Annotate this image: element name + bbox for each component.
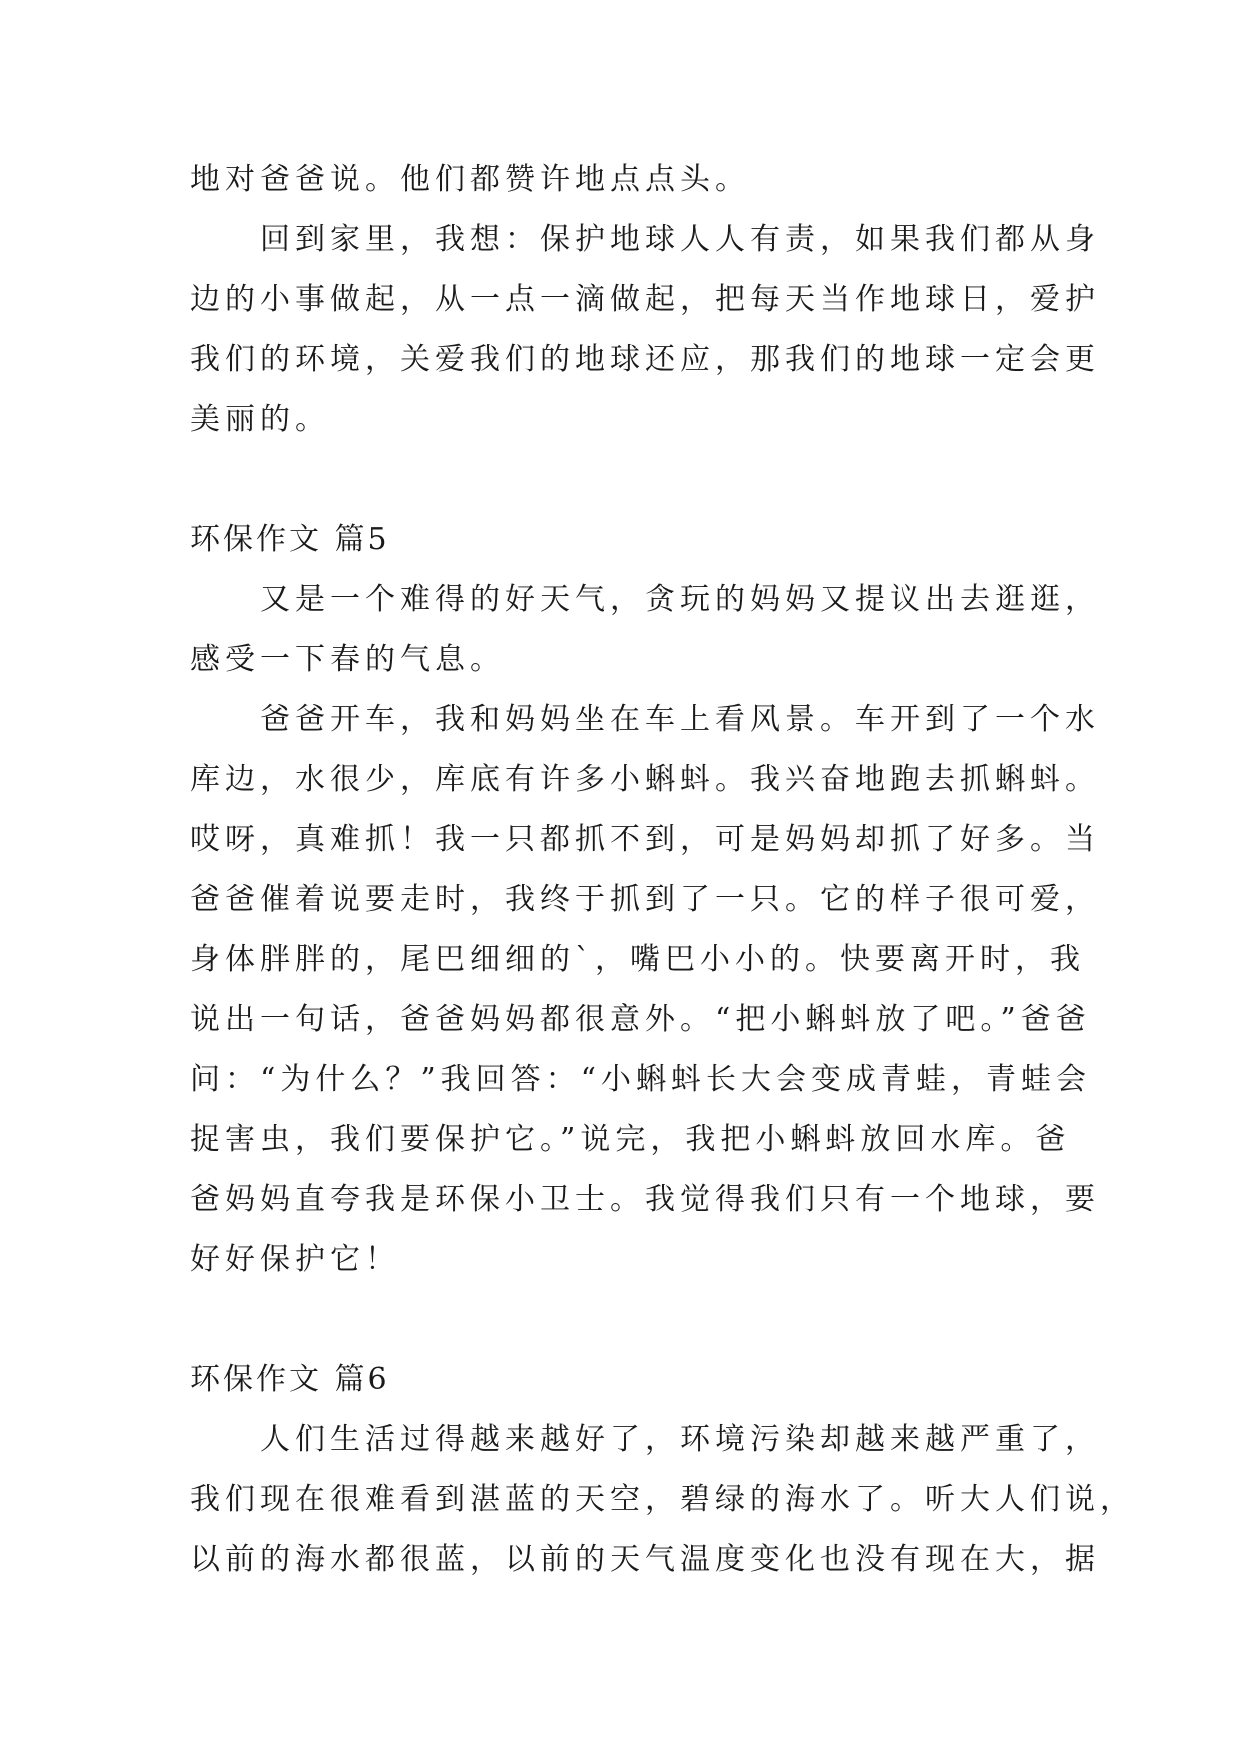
text-line: 好好保护它！ (190, 1242, 400, 1277)
text-line: 又是一个难得的好天气，贪玩的妈妈又提议出去逛逛， (260, 582, 1100, 617)
essay-6-heading: 环保作文 篇6 (190, 1362, 390, 1397)
text-line: 美丽的。 (190, 402, 330, 437)
text-line: 爸爸开车，我和妈妈坐在车上看风景。车开到了一个水 (260, 702, 1100, 737)
text-line: 问：“为什么？”我回答：“小蝌蚪长大会变成青蛙，青蛙会 (190, 1062, 1092, 1097)
section-gap (190, 1290, 1070, 1350)
text-line: 身体胖胖的，尾巴细细的`，嘴巴小小的。快要离开时，我 (190, 942, 1085, 977)
text-line: 我们现在很难看到湛蓝的天空，碧绿的海水了。听大人们说， (190, 1482, 1135, 1517)
text-line: 爸妈妈直夸我是环保小卫士。我觉得我们只有一个地球，要 (190, 1182, 1100, 1217)
document-page (190, 150, 1135, 1590)
text-line: 边的小事做起，从一点一滴做起，把每天当作地球日，爱护 (190, 282, 1100, 317)
text-line: 库边，水很少，库底有许多小蝌蚪。我兴奋地跑去抓蝌蚪。 (190, 762, 1100, 797)
text-line: 捉害虫，我们要保护它。”说完，我把小蝌蚪放回水库。爸 (190, 1122, 1071, 1157)
text-line: 爸爸催着说要走时，我终于抓到了一只。它的样子很可爱， (190, 882, 1100, 917)
text-line: 我们的环境，关爱我们的地球还应，那我们的地球一定会更 (190, 342, 1100, 377)
essay-5-heading: 环保作文 篇5 (190, 522, 390, 557)
text-line: 感受一下春的气息。 (190, 642, 505, 677)
text-line: 以前的海水都很蓝，以前的天气温度变化也没有现在大，据 (190, 1542, 1100, 1577)
text-line: 人们生活过得越来越好了，环境污染却越来越严重了， (260, 1422, 1100, 1457)
text-line: 说出一句话，爸爸妈妈都很意外。“把小蝌蚪放了吧。”爸爸 (190, 1002, 1091, 1037)
section-gap (190, 450, 1070, 510)
text-line: 地对爸爸说。他们都赞许地点点头。 (190, 162, 750, 197)
text-line: 回到家里，我想：保护地球人人有责，如果我们都从身 (260, 222, 1100, 257)
text-line: 哎呀，真难抓！我一只都抓不到，可是妈妈却抓了好多。当 (190, 822, 1100, 857)
